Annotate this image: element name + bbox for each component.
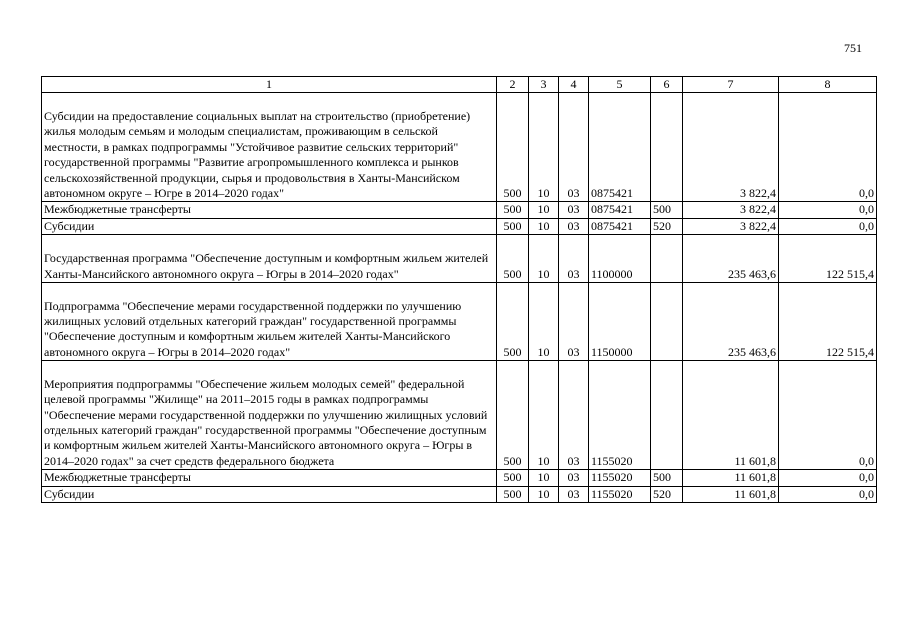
row-name-span: Государственная программа "Обеспечение доступным и комфортным жильем жителей Ханты-Мансийского автономного округа – Югры в 2014–2020 годах" — [44, 251, 489, 281]
cell-value: 520 — [651, 486, 683, 502]
table-row — [42, 283, 877, 361]
table-row — [42, 486, 877, 502]
cell-value: 122 515,4 — [779, 283, 877, 361]
table-row — [42, 470, 877, 486]
cell-value: 1155020 — [589, 486, 651, 502]
cell-value: 520 — [651, 218, 683, 234]
cell-value: 0875421 — [589, 202, 651, 218]
row-name — [42, 235, 497, 283]
cell-value — [651, 93, 683, 202]
cell-value: 03 — [559, 470, 589, 486]
column-header: 2 — [497, 77, 529, 93]
cell-value: 03 — [559, 218, 589, 234]
cell-value: 500 — [497, 283, 529, 361]
cell-value: 11 601,8 — [683, 361, 779, 470]
row-name-span: Мероприятия подпрограммы "Обеспечение жильем молодых семей" федеральной целевой программы "Жилище" на 2011–2015 годы в рамках подпрограммы "Обеспечение мерами государственной поддержки по улучшению жилищных условий отдельных категорий граждан" государственной программы "Обеспечение доступным и комфортным жильем жителей Ханты-Мансийского автономного округа – Югры в 2014–2020 годах" за счет средств федерального бюджета — [44, 376, 488, 468]
row-name — [42, 361, 497, 470]
cell-value: 122 515,4 — [779, 235, 877, 283]
cell-value — [651, 283, 683, 361]
row-name — [42, 93, 497, 202]
cell-value: 10 — [529, 235, 559, 283]
column-header: 3 — [529, 77, 559, 93]
cell-value: 03 — [559, 202, 589, 218]
table-header-row — [42, 77, 877, 93]
cell-value: 0,0 — [779, 202, 877, 218]
row-name-text — [44, 361, 494, 469]
cell-value: 0,0 — [779, 470, 877, 486]
cell-value: 1155020 — [589, 361, 651, 470]
cell-value: 3 822,4 — [683, 218, 779, 234]
column-header: 5 — [589, 77, 651, 93]
cell-value: 500 — [497, 218, 529, 234]
cell-value: 03 — [559, 93, 589, 202]
cell-value: 500 — [497, 486, 529, 502]
cell-value: 11 601,8 — [683, 486, 779, 502]
column-header: 6 — [651, 77, 683, 93]
row-name-text — [44, 283, 494, 360]
row-name: Межбюджетные трансферты — [42, 202, 497, 218]
table-row — [42, 218, 877, 234]
cell-value: 1155020 — [589, 470, 651, 486]
cell-value: 3 822,4 — [683, 202, 779, 218]
cell-value: 10 — [529, 93, 559, 202]
cell-value: 10 — [529, 283, 559, 361]
row-name-text — [44, 93, 494, 201]
cell-value: 03 — [559, 235, 589, 283]
column-header: 8 — [779, 77, 877, 93]
page-number: 751 — [844, 41, 862, 55]
cell-value: 1150000 — [589, 283, 651, 361]
row-name: Межбюджетные трансферты — [42, 470, 497, 486]
cell-value: 500 — [497, 202, 529, 218]
cell-value: 235 463,6 — [683, 283, 779, 361]
budget-table — [41, 76, 877, 503]
cell-value — [651, 361, 683, 470]
cell-value: 10 — [529, 486, 559, 502]
cell-value: 500 — [651, 470, 683, 486]
cell-value: 235 463,6 — [683, 235, 779, 283]
cell-value: 1100000 — [589, 235, 651, 283]
cell-value: 0875421 — [589, 218, 651, 234]
cell-value: 0875421 — [589, 93, 651, 202]
cell-value: 03 — [559, 486, 589, 502]
cell-value: 0,0 — [779, 93, 877, 202]
cell-value: 11 601,8 — [683, 470, 779, 486]
cell-value: 0,0 — [779, 486, 877, 502]
column-header: 7 — [683, 77, 779, 93]
cell-value: 0,0 — [779, 361, 877, 470]
table-row — [42, 361, 877, 470]
table-row — [42, 93, 877, 202]
cell-value: 500 — [651, 202, 683, 218]
row-name-text — [44, 235, 494, 282]
row-name-span: Субсидии на предоставление социальных выплат на строительство (приобретение) жилья молодым семьям и молодым специалистам, проживающим в сельской местности, в рамках подпрограммы "Устойчивое развитие сельских территорий" государственной программы "Развитие агропромышленного комплекса и рынков сельскохозяйственной продукции, сырья и продовольствия в Ханты-Мансийском автономном округе – Югре в 2014–2020 годах" — [44, 108, 471, 200]
cell-value: 10 — [529, 470, 559, 486]
cell-value: 0,0 — [779, 218, 877, 234]
cell-value: 3 822,4 — [683, 93, 779, 202]
cell-value: 10 — [529, 202, 559, 218]
cell-value: 500 — [497, 93, 529, 202]
cell-value — [651, 235, 683, 283]
table-row — [42, 235, 877, 283]
row-name-span: Подпрограмма "Обеспечение мерами государственной поддержки по улучшению жилищных условий отдельных категорий граждан" государственной программы "Обеспечение доступным и комфортным жильем жителей Ханты-Мансийского автономного округа – Югры в 2014–2020 годах" — [44, 298, 462, 359]
cell-value: 500 — [497, 361, 529, 470]
cell-value: 10 — [529, 218, 559, 234]
cell-value: 03 — [559, 283, 589, 361]
row-name: Субсидии — [42, 218, 497, 234]
table-row — [42, 202, 877, 218]
cell-value: 500 — [497, 470, 529, 486]
row-name: Субсидии — [42, 486, 497, 502]
column-header: 1 — [42, 77, 497, 93]
cell-value: 03 — [559, 361, 589, 470]
cell-value: 500 — [497, 235, 529, 283]
cell-value: 10 — [529, 361, 559, 470]
row-name — [42, 283, 497, 361]
column-header: 4 — [559, 77, 589, 93]
